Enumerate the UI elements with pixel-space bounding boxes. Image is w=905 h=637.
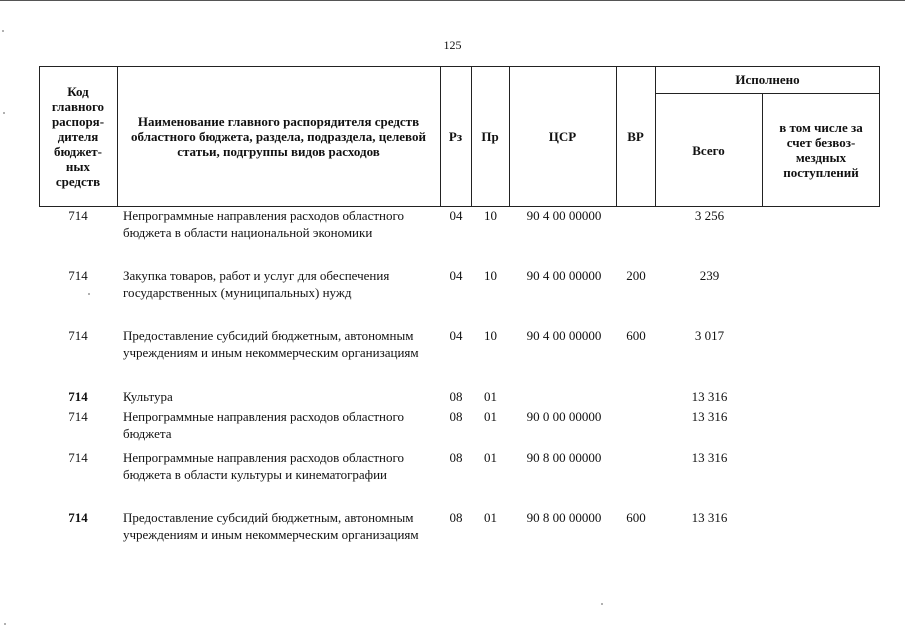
cell-pr: 01 [484,510,497,525]
cell-rz: 04 [449,208,463,223]
header-bezvozmezdnye: в том числе за счет безвоз-мездных поступлений [779,120,863,180]
cell-csr: 90 8 00 00000 [526,450,602,465]
cell-rz: 08 [449,510,463,525]
cell-name: Непрограммные направления расходов областного бюджета в области национальной экономики [123,208,404,240]
cell-rz: 04 [449,328,463,343]
cell-vr: 200 [626,268,646,283]
cell-name: Предоставление субсидий бюджетным, автономным учреждениям и иным некоммерческим организациям [123,328,419,360]
cell-total: 239 [699,268,720,283]
cell-csr: 90 4 00 00000 [526,268,602,283]
header-kod: Код главного распоря-дителя бюджет-ных средств [51,84,105,189]
cell-total: 13 316 [691,450,728,465]
cell-rz: 08 [449,389,463,404]
scan-speck [2,30,4,32]
cell-pr: 10 [484,208,497,223]
header-vsego: Всего [692,142,725,158]
cell-kod: 714 [68,328,88,343]
table-row [39,327,880,388]
scan-speck [4,623,6,625]
cell-total: 13 316 [691,389,728,404]
header-ispolneno: Исполнено [735,72,800,87]
cell-kod: 714 [68,409,88,424]
table-row [39,509,880,569]
table-row [39,207,880,267]
cell-kod: 714 [68,389,88,404]
scan-speck [3,112,5,114]
scan-speck [601,603,603,605]
cell-total: 13 316 [691,510,728,525]
cell-name: Предоставление субсидий бюджетным, автономным учреждениям и иным некоммерческим организациям [123,510,419,542]
cell-name: Культура [123,389,173,404]
header-csr: ЦСР [548,129,577,144]
page-number: 125 [443,38,462,52]
cell-pr: 01 [484,450,497,465]
scan-speck [88,293,90,295]
header-pr: Пр [481,129,499,144]
cell-kod: 714 [68,208,88,223]
header-rz: Рз [448,129,463,144]
scan-top-edge [0,0,905,1]
cell-total: 13 316 [691,409,728,424]
cell-csr: 90 8 00 00000 [526,510,602,525]
cell-kod: 714 [68,450,88,465]
cell-rz: 04 [449,268,463,283]
cell-rz: 08 [449,409,463,424]
table-row [39,408,880,449]
cell-total: 3 256 [694,208,725,223]
header-vr: ВР [627,129,644,144]
cell-vr: 600 [626,328,646,343]
table-row [39,388,880,408]
cell-total: 3 017 [694,328,725,343]
cell-csr: 90 4 00 00000 [526,328,602,343]
cell-pr: 10 [484,328,497,343]
cell-name: Закупка товаров, работ и услуг для обеспечения государственных (муниципальных) нужд [123,268,390,300]
cell-csr: 90 4 00 00000 [526,208,602,223]
cell-name: Непрограммные направления расходов областного бюджета [123,409,404,441]
cell-name: Непрограммные направления расходов областного бюджета в области культуры и кинематографии [123,450,404,482]
cell-pr: 01 [484,389,497,404]
cell-pr: 01 [484,409,497,424]
cell-pr: 10 [484,268,497,283]
header-name: Наименование главного распорядителя средств областного бюджета, раздела, подраздела, целевой статьи, подгруппы видов расходов [131,114,426,159]
table-header [39,66,880,207]
cell-rz: 08 [449,450,463,465]
table-body [39,207,880,569]
cell-kod: 714 [68,268,88,283]
cell-kod: 714 [68,510,88,525]
cell-vr: 600 [626,510,646,525]
cell-csr: 90 0 00 00000 [526,409,602,424]
table-row [39,267,880,327]
table-row [39,449,880,509]
